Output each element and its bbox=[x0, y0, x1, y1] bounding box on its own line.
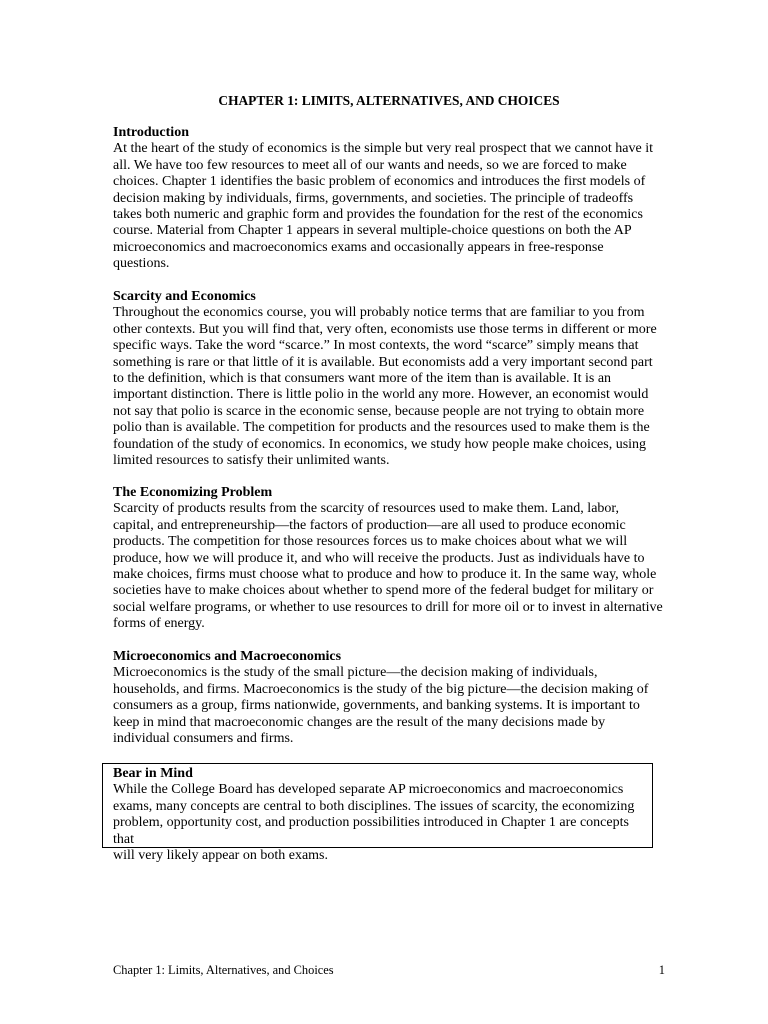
section-heading: Microeconomics and Macroeconomics bbox=[113, 649, 342, 664]
section-micro-and-macroeconomics bbox=[113, 649, 665, 747]
footer-running-title: Chapter 1: Limits, Alternatives, and Choices bbox=[113, 963, 334, 977]
section-heading: Introduction bbox=[113, 125, 189, 140]
chapter-title: CHAPTER 1: LIMITS, ALTERNATIVES, AND CHOICES bbox=[218, 93, 560, 108]
section-body: Throughout the economics course, you will probably notice terms that are familiar to you from other contexts. But you will find that, very often, economists use those terms in different or more specific ways. Take the word “scarce.” In most contexts, the word “scarce” simply means that something is rare or that little of it is available. But economists add a very important second part to the definition, which is that consumers want more of the item than is available. It is an important distinction. There is little polio in the world any more. However, an economist would not say that polio is scarce in the economic sense, because people are not trying to obtain more polio than is available. The competition for products and the resources used to make them is the foundation of the study of economics. In economics, we study how people make choices, using limited resources to satisfy their unlimited wants. bbox=[113, 305, 657, 469]
footer-page-number: 1 bbox=[658, 963, 665, 977]
callout-heading: Bear in Mind bbox=[113, 766, 193, 781]
section-body: Microeconomics is the study of the small picture—the decision making of individuals, households, and firms. Macroeconomics is the study of the big picture—the decision making of consumers as a group, firms nationwide, governments, and banking systems. It is important to keep in mind that macroeconomic changes are the result of the many decisions made by individual consumers and firms. bbox=[113, 665, 649, 747]
section-heading: The Economizing Problem bbox=[113, 485, 273, 500]
bear-in-mind-callout bbox=[102, 763, 653, 864]
section-economizing-problem bbox=[113, 485, 665, 633]
callout-body: While the College Board has developed separate AP microeconomics and macroeconomics exams, many concepts are central to both disciplines. The issues of scarcity, the economizing problem, opportunity cost, and production possibilities introduced in Chapter 1 are concepts that will very likely appear on both exams. bbox=[113, 782, 635, 864]
section-scarcity-and-economics bbox=[113, 289, 665, 469]
section-heading: Scarcity and Economics bbox=[113, 289, 256, 304]
section-body: At the heart of the study of economics is the simple but very real prospect that we cannot have it all. We have too few resources to meet all of our wants and needs, so we are forced to make choices. Chapter 1 identifies the basic problem of economics and introduces the first models of decision making by individuals, firms, governments, and societies. The principle of tradeoffs takes both numeric and graphic form and provides the foundation for the rest of the economics course. Material from Chapter 1 appears in several multiple-choice questions on both the AP microeconomics and macroeconomics exams and occasionally appears in free-response questions. bbox=[113, 141, 654, 272]
document-page bbox=[113, 0, 665, 1024]
section-body: Scarcity of products results from the scarcity of resources used to make them. Land, labor, capital, and entrepreneurship—the factors of production—are all used to produce economic products. The competition for those resources forces us to make choices about what we will produce, how we will produce it, and who will receive the products. Just as individuals have to make choices, firms must choose what to produce and how to produce it. In the same way, whole societies have to make choices about whether to spend more of the federal budget for military or social welfare programs, or whether to use resources to drill for more oil or to invest in alternative forms of energy. bbox=[113, 501, 663, 632]
section-introduction bbox=[113, 125, 665, 273]
